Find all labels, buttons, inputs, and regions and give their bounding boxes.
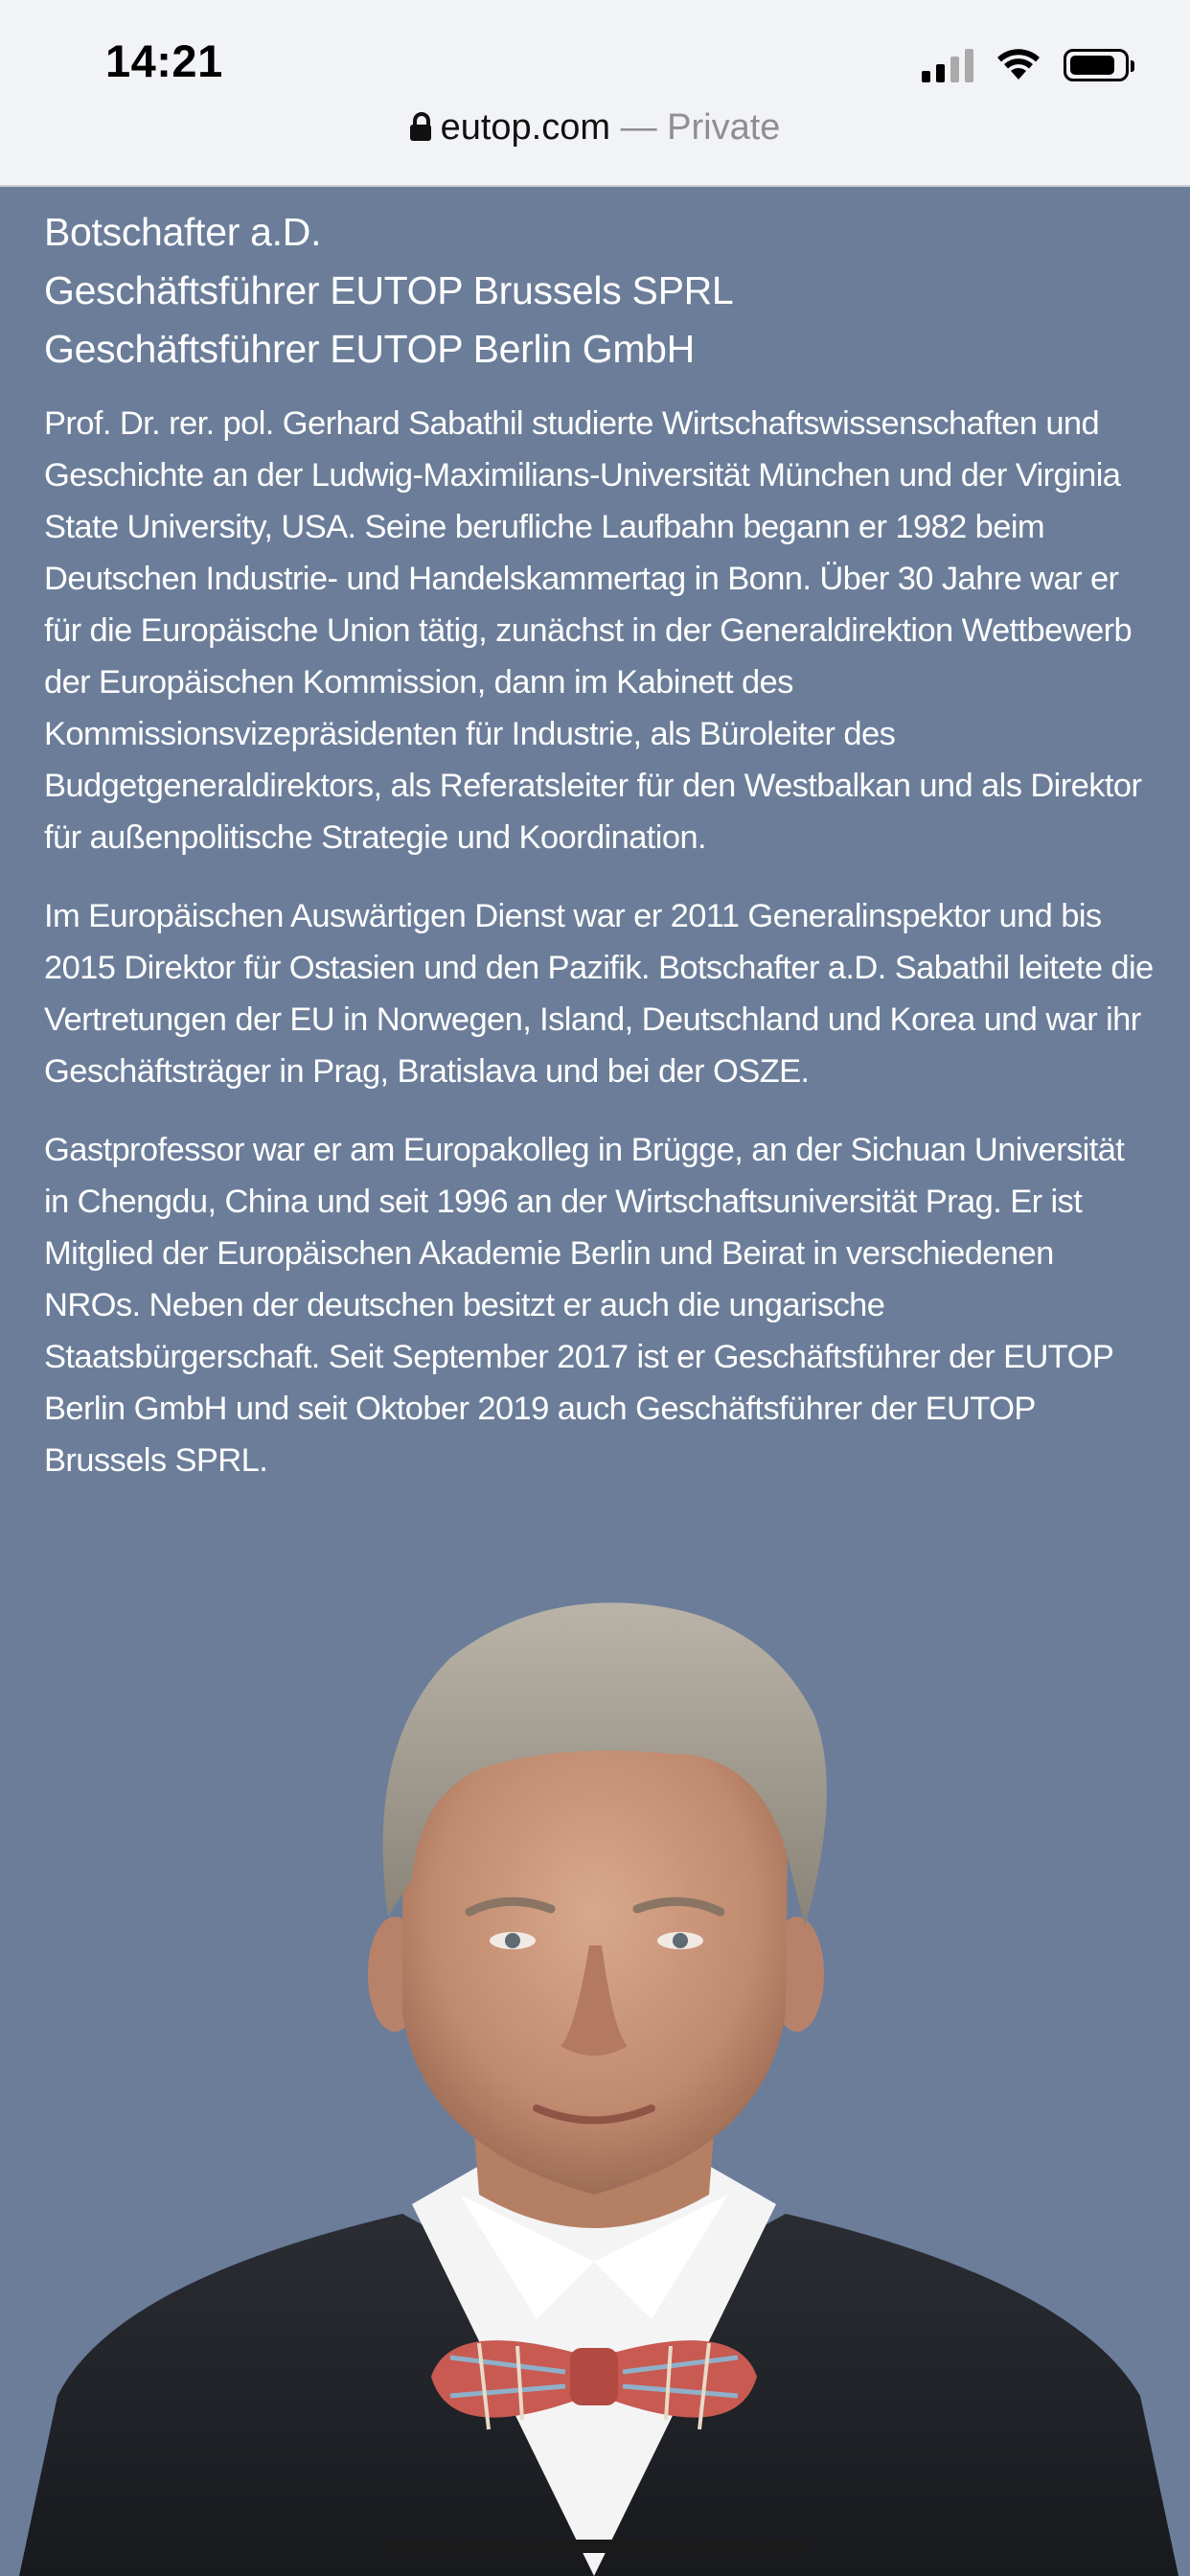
profile-title-line: Geschäftsführer EUTOP Berlin GmbH — [44, 327, 695, 371]
status-time: 14:21 — [105, 35, 223, 86]
bio-paragraph: Prof. Dr. rer. pol. Gerhard Sabathil studierte Wirtschaftswissenschaften und Geschichte an der Ludwig-Maximilians-Universität München und der Virginia State University, USA. Seine berufliche Laufbahn begann er 1982 beim Deutschen Industrie- und Handelskammertag in Bonn. Über 30 Jahre war er für die Europäische Union tätig, zunächst in der Generaldirektion Wettbewerb der Europäischen Kommission, dann im Kabinett des Kommissionsvizepräsidenten für Industrie, als Büroleiter des Budgetgeneraldirektors, als Referatsleiter für den Westbalkan und als Direktor für außenpolitische Strategie und Koordination. — [44, 405, 1142, 856]
portrait-photo — [0, 1533, 1190, 2576]
wifi-icon — [996, 49, 1041, 81]
profile-content — [44, 203, 1156, 1486]
lock-icon — [410, 112, 431, 141]
bio-paragraph: Gastprofessor war er am Europakolleg in Brügge, an der Sichuan Universität in Chengdu, China und seit 1996 an der Wirtschaftsuniversität Prag. Er ist Mitglied der Europäischen Akademie Berlin und Beirat in verschiedenen NROs. Neben der deutschen besitzt er auch die ungarische Staatsbürgerschaft. Seit September 2017 ist er Geschäftsführer der EUTOP Berlin GmbH und seit Oktober 2019 auch Geschäftsführer der EUTOP Brussels SPRL. — [44, 1132, 1125, 1479]
bio-paragraph: Im Europäischen Auswärtigen Dienst war er 2011 Generalinspektor und bis 2015 Direktor für Ostasien und den Pazifik. Botschafter a.D. Sabathil leitete die Vertretungen der EU in Norwegen, Island, Deutschland und Korea und war ihr Geschäftsträger in Prag, Bratislava und bei der OSZE. — [44, 898, 1154, 1090]
private-mode-label: Private — [667, 107, 781, 148]
browser-top-bar — [0, 0, 1190, 187]
home-indicator[interactable] — [381, 2540, 811, 2553]
profile-title-line: Botschafter a.D. — [44, 210, 322, 254]
profile-title-line: Geschäftsführer EUTOP Brussels SPRL — [44, 268, 734, 312]
cellular-signal-icon — [922, 48, 973, 82]
url-bar[interactable] — [0, 107, 1190, 149]
status-icons — [922, 44, 1129, 86]
url-domain: eutop.com — [440, 107, 611, 148]
url-separator: — — [610, 107, 668, 148]
profile-titles — [44, 203, 1156, 379]
battery-icon — [1064, 49, 1129, 81]
